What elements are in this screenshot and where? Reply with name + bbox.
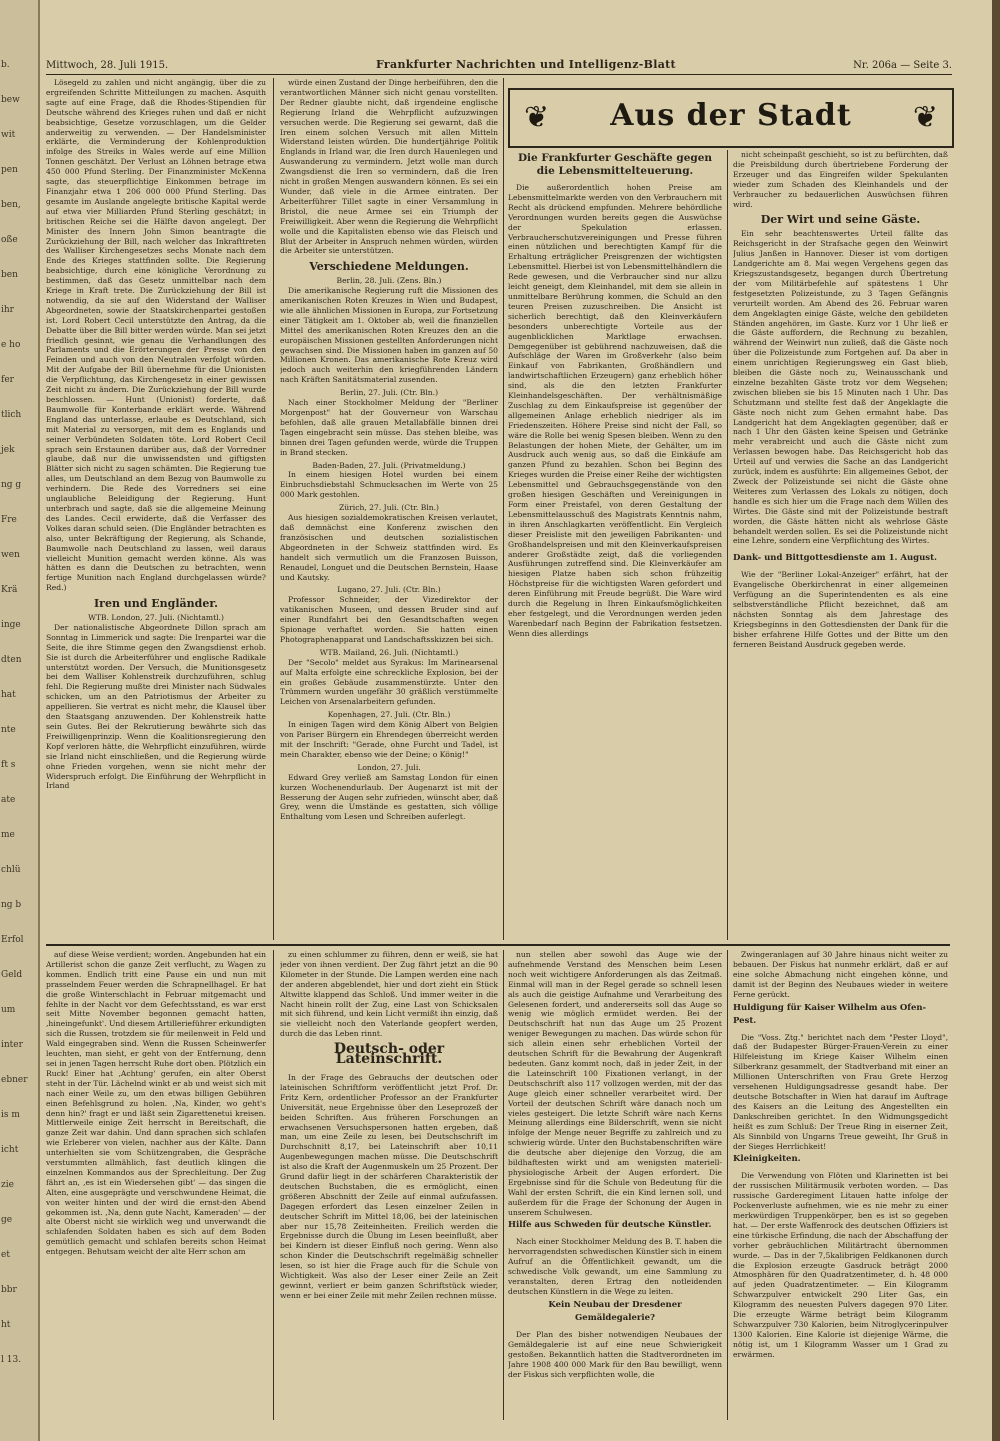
column-rule [503,950,504,1420]
column-1 [46,78,266,940]
article-text: Ein sehr beachtenswertes Urteil fällte das Reichsgericht in der Strafsache gegen den Weinwirt Julius Janßen in Hannover. Dieser ist vom dortigen Landgerichte am 8. Mai wegen Vergehens gegen das Kriegszustandsgesetz, begangen durch Übertretung der vom Militärbefehle auf spätestens 1 Uhr festgesetzten Polizeistunde, zu 3 Tagen Gefängnis verurteilt worden. Am Abend des 26. Februar waren dem Angeklagten einige Gäste, welche den gebildeten Ständen angehören, im Gaste. Kurz vor 1 Uhr ließ er die Gäste auffordern, die Rechnung zu bezahlen, während der Weinwirt nun zuließ, daß die Gäste noch über die Polizeistunde zum Fortgehen auf. Da aber in einem unrichtigen Regierungsweg ein Gast blieb, bleiben die Gäste noch zu, Weinausschank und einzelne bezahlten Gäste trotz vor dem Wegsehen; zwischen blieben sie bis 15 Minuten nach 1 Uhr. Das Schutzmann und stellte fest daß der Angeklagte die Gäste noch nicht zum Gehen ermahnt habe. Das Landgericht hat dem Angeklagten gegenüber, daß er nach 1 Uhr den Gästen keine Speisen und Getränke mehr verabreicht und auch die Gäste nicht zum Verlassen bewogen habe. Das Reichsgericht hob das Urteil auf und verwies die Sache an das Landgericht zurück, indem es ausführte: Ein allgemeines Gebot, der Zweck der Polizeistunde sei nicht die Gäste ohne Weiteres zum Verlassen des Lokals zu nötigen, doch handle es sich hier um die Frage nach dem Willen des Wirtes. Die Gäste sind mit der Polizeistunde bestraft worden, die Gäste hätten nicht als wehrlose Gäste behandelt werden sollen. Es sei die Polizeistunde nicht eine Lehre, sondern eine Verpflichtung des Wirtes. [733,229,948,546]
dateline: Kopenhagen, 27. Juli. (Ctr. Bln.) [327,710,451,720]
gutter-fragment: ihr [1,305,14,315]
gutter-fragment: is m [1,1110,20,1120]
gutter-fragment: wen [1,550,20,560]
headline-kleinigkeiten: Kleinigkeiten. [733,1154,801,1165]
section-title: Aus der Stadt [610,98,852,133]
gutter-fragment: bbr [1,1285,17,1295]
gutter-fragment: pen [1,165,18,175]
headline-huldigung: Huldigung für Kaiser Wilhelm aus Ofen-Pest. [733,1002,927,1026]
lower-column-4 [733,950,948,1420]
article-text: Die Verwendung von Flöten und Klarinetten ist bei der russischen Militärmusik verboten worden. — Das russische Garderegiment Litauen hatte infolge der Pockenverluste aufnehmen, wie es nie mehr zu einer merkwürdigen Truppenkörper, ben es ist so gegeben hat. — Der erste Waffenrock des deutschen Offiziers ist eine türkische Erfindung, die nach der Abschaffung der vorher gebräuchlichen Militärtracht übernommen wurde. — Das in der 7,5kalibrigen Feldkanonen durch die Explosion erzeugte Gasdruck beträgt 2000 Atmosphären für den Quadratzentimeter, d. h. 48 000 auf jeden Quadratzentimeter. — Ein Kilogramm Schwarzpulver entwickelt 290 Liter Gas, ein Kilogramm des neuesten Pulvers dagegen 970 Liter. Die erzeugte Wärme beträgt beim Kilogramm Schwarzpulver 730 Kalorien, beim Nitroglycerinpulver 1300 Kalorien. Eine Kalorie ist diejenige Wärme, die nötig ist, um 1 Kilogramm Wasser um 1 Grad zu erwärmen. [733,1171,948,1359]
news-item: Edward Grey verließ am Samstag London für einen kurzen Wochenendurlaub. Der Augenarzt ist mit der Besserung der Augen sehr zufrieden, wünscht aber, daß Grey, wenn die Umstände es gestatten, sich völlige Enthaltung vom Lesen und Schreiben auferlegt. [280,772,498,822]
header-date: Mittwoch, 28. Juli 1915. [46,60,169,71]
gutter-fragment: fer [1,375,14,385]
gutter-fragment: inter [1,1040,23,1050]
article-text: nun stellen aber sowohl das Auge wie der aufnehmende Verstand des Menschen beim Lesen noch weit wichtigere Anforderungen als das Zeitmaß. Einmal will man in der Regel gerade so schnell lesen als auch die geistige Aufnahme und Verarbeitung des Gelesenen fordert, und andererseits soll das Auge so wenig wie möglich ermüdet werden. Bei der Deutschschrift hat nun das Auge um 25 Prozent weniger Bewegungen zu machen. Das würde schon für sich allein einen sehr erheblichen Vorteil der deutschen Schrift für die Bewahrung der Augenkraft bedeuten. Ganz kommt noch, daß in jeder Zeit, in der die Lateinschrift 100 Fixationen verlangt, in der Deutschschrift also 117 vollzogen werden, mit der das Auge gleich einer schneller verarbeitet wird. Der Vorteil der deutschen Schrift wäre danach noch um vieles gesteigert. Die letzte Schrift wäre nach Kerns Meinung allerdings eine Bilderschrift, wenn sie nicht infolge der Menge neuer Begriffe zu zahlreich und zu schwierig würde. Unter den Buchstabenschriften wäre die deutsche aber diejenige den Vorzug, die am bildhaftesten wirkt und am wenigsten materiell-physiologische Arbeit der Augen erfordert. Die Ergebnisse sind für die Schule von Bedeutung für die Wahl der ersten Schrift, die ein Kind lernen soll, und außerdem für die Frage der Schonung der Augen in unserem Schulwesen. [508,950,722,1217]
article-text: zu einen schlummer zu führen, denn er weiß, sie hat jeder von ihnen verdient. Der Zug fährt jetzt an die 90 Kilometer in der Stunde. Die Lampen werden eine nach der anderen abgeblendet, hier und dort zieht ein Stück Altwitte klappend das Schloß. Und immer weiter in die Nacht hinein rollt der Zug, eine Last von Schicksalen mit sich führend, und kein Licht vermißt ihn einzig, daß sie vielleicht noch den Vaterlande geopfert werden, durch die das Leben rinnt. [280,950,498,1039]
gutter-fragment: l 13. [1,1355,22,1365]
page-header [46,58,952,75]
gutter-fragment: Krä [1,585,18,595]
gutter-fragment: et [1,1250,10,1260]
headline-dankgottesdienst: Dank- und Bittgottesdienste am 1. August. [733,553,937,564]
adjacent-page-edge [0,0,40,1441]
gutter-fragment: bew [1,95,20,105]
gutter-fragment: ben [1,270,18,280]
lower-column-3 [508,950,722,1420]
header-page-number: Nr. 206a — Seite 3. [853,60,952,71]
article-text: Zwingeranlagen auf 30 Jahre hinaus nicht weiter zu bebauen. Der Fiskus hat nunmehr erklärt, daß er auf eine solche Abmachung nicht eingehen könne, und damit ist der Beginn des Neubaues wieder in weitere Ferne gerückt. [733,950,948,999]
gutter-fragment: hat [1,690,16,700]
headline-lateinschrift: Deutsch- oder Lateinschrift. [333,1041,445,1068]
column-4 [733,150,948,940]
gutter-fragment: ate [1,795,16,805]
article-text: Nach einer Stockholmer Meldung des B. T. haben die hervorragendsten schwedischen Künstler sich in einem Aufruf an die Öffentlichkeit gewandt, um die schwedische Volk gewandt, um eine Sammlung zu veranstalten, deren Ertrag den notleidenden deutschen Künstlern in die Wege zu leiten. [508,1237,722,1296]
news-item: In einigen Tagen wird dem König Albert von Belgien von Pariser Bürgern ein Ehrendegen überreicht werden mit der Inschrift: "Gerade, ohne Furcht und Tadel, ist mein Charakter, ebenso wie der Deine; o König!" [280,720,498,759]
gutter-fragment: ng b [1,900,22,910]
headline-geschaefte: Die Frankfurter Geschäfte gegen die Lebensmittelteuerung. [517,152,713,177]
gutter-fragment: tlich [1,410,22,420]
section-divider [46,944,950,946]
article-text: Der nationalistische Abgeordnete Dillon sprach am Sonntag in Limmerick und sagte: Die Irenpartei war die Seite, die ihre Stimme gegen den Zwangsdienst erhob. Sie ist durch die Arbeiterführer und englische Radikale unterstützt worden. Der Versuch, die Munitionsgesetz bei dem Walliser Kohlenstreik durchzuführen, schlug fehl. Die Regierung mußte drei Minister nach Südwales schicken, um an den Patriotismus der Arbeiter zu appellieren. Sie vertrat es nicht mehr, die Klausel über den Staatsgang anzuwenden. Der Kohlenstreik hatte sein Gutes. Bei der Rekrutierung bewährte sich das Freiwilligenprinzip. Wenn die Koalitionsregierung den Kopf verloren hätte, die Wehrpflicht einzuführen, würde sie Irland nicht einschließen, und die Regierung würde ohne Frieden vorgehen, wenn sie nicht mehr der Widerspruch erfolgt. Die Einführung der Wehrpflicht in Irland [46,622,266,791]
column-3 [508,150,722,940]
dateline: Lugano, 27. Juli. (Ctr. Bln.) [337,585,441,595]
news-item: Die amerikanische Regierung ruft die Missionen des amerikanischen Roten Kreuzes in Wien und Budapest, wie alle ähnlichen Missionen in Europa, zur Fortsetzung einer Tätigkeit am 1. Oktober ab, weil die finanziellen Mittel des amerikanischen Roten Kreuzes den an die europäischen Missionen gestellten Anforderungen nicht gewachsen sind. Die Missionen haben im ganzen auf 50 Millionen Kronen. Das amerikanische Rote Kreuz wird jedoch auch weiterhin den kriegführenden Ländern nach Kräften Sanitätsmaterial zusenden. [280,286,498,385]
gutter-fragment: wit [1,130,16,140]
dateline: WTB. Mailand, 26. Juli. (Nichtamtl.) [319,647,459,657]
news-item: In einem hiesigen Hotel wurden bei einem Einbruchsdiebstahl Schmucksachen im Werte von 25 000 Mark gestohlen. [280,470,498,500]
column-rule [273,950,274,1420]
gutter-fragment: jek [1,445,15,455]
gutter-fragment: chlü [1,865,21,875]
gutter-fragment: me [1,830,15,840]
news-item: Der "Secolo" meldet aus Syrakus: Im Marinearsenal auf Malta erfolgte eine schreckliche Explosion, bei der ein großes Gebäude zusammenstürzte. Unter den Trümmern wurden ungefähr 30 gräßlich verstümmelte Leichen von Arsenalarbeitern gefunden. [280,657,498,707]
gutter-fragment: inge [1,620,21,630]
lower-column-1 [46,950,266,1420]
dateline: WTB. London, 27. Juli. (Nichtamtl.) [88,613,224,623]
headline-iren: Iren und Engländer. [94,597,218,611]
gutter-fragment: e ho [1,340,21,350]
gutter-fragment: zie [1,1180,14,1190]
gutter-fragment: um [1,1005,16,1015]
article-text: Die "Voss. Ztg." berichtet nach dem "Pester Lloyd", daß der Budapester Bürger-Frauen-Verein zu einer Hilfeleistung im Kriege Kaiser Wilhelm einen Silberkranz gesammelt, der Stadtverband mit einer an Millionen Unterschriften von Frau Grete Herzog versehenen Huldigungsadresse gesandt habe. Der deutsche Botschafter in Wien hat darauf im Auftrage des Kaisers an die Leitung des Angestellten ein Dankschreiben gerichtet. In den Widmungsgedicht heißt es zum Schluß: Der Treue Ring in eiserner Zeit, Als Sinnbild von Ungarns Treue geweiht, Ihr Gruß in der Sieges Herrlichkeit! [733,1032,948,1151]
headline-schweden: Hilfe aus Schweden für deutsche Künstler. [508,1220,712,1231]
headline-wirt: Der Wirt und seine Gäste. [760,213,921,227]
article-text: nicht scheinpaßt geschieht, so ist zu befürchten, daß die Preisbildung durch übertriebene Forderung der Erzeuger und das Eingreifen wilder Spekulanten wieder zum Schaden des Kleinhandels und der Verbraucher zu bedauerlichen Auswüchsen führen wird. [733,150,948,209]
column-rule [273,78,274,940]
dateline: London, 27. Juli. [357,762,421,772]
article-text: Lösegeld zu zahlen und nicht angängig, über die zu ergreifenden Schritte Mitteilungen zu machen. Asquith sagte auf eine Frage, daß die Rhodes-Stipendien für Deutsche während des Krieges ruhen und daß er nicht beabsichtige, Gesetze vorzuschlagen, um die Gelder anderweitig zu verwenden. — Der Handelsminister erklärte, die Verminderung der Kohlenproduktion infolge des Streiks in Wales werde auf eine Million Tonnen geschätzt. Der Verlust an Löhnen betrage etwa 450 000 Pfund Sterling. Der Finanzminister McKenna sagte, das steuerpflichtige Einkommen betrage im Finanzjahr etwa 1 206 000 000 Pfund Sterling. Das gesamte im Auslande angelegte britische Kapital werde auf etwa vier Milliarden Pfund Sterling geschätzt; in britischen Reiche sei die Hälfte davon angelegt. Der Minister des Innern John Simon beantragte die Zurückziehung der Bill, nach welcher das Inkrafttreten des Walliser Kirchengesetzes sechs Monate nach dem Ende des Krieges stattfinden sollte. Die Regierung beabsichtige, durch eine königliche Verordnung zu bestimmen, daß das Gesetz unmittelbar nach dem Kriege in Kraft trete. Die Zurückziehung der Bill ist notwendig, da sie auf den Widerstand der Walliser Abgeordneten, sowie der Staatskirchenpartei gestoßen ist. Lord Robert Cecil unterstützte den Antrag, da die Debatte über die Bill bitter werden würde. Man sei jetzt friedlich gesinnt, wie genau die Verhandlungen des Parlaments und die Erörterungen der Presse von den Feinden und auch von den Neutralen verfolgt würden. Mit der Aufgabe der Bill übernehme für die Unionisten die Verpflichtung, das Kirchengesetz in einer gewissen Zeit nicht zu ändern. Die Zurückziehung der Bill wurde beschlossen. — Hunt (Unionist) forderte, daß Baumwolle für Konterbande erklärt werde. Während England das unterlasse, erlaube es Deutschland, sich mit Material zu versorgen, mit dem es Englands und seiner Verbündeten Soldaten töte. Lord Robert Cecil sprach sein Erstaunen darüber aus, daß der Vorredner glaube, daß nur die unwissendsten und giftigsten Blätter sich nicht zu sagen schämten. Die Regierung tue alles, um Deutschland an dem Bezug von Baumwolle zu verhindern. Die Rede des Vorredners sei eine unglaubliche Beleidigung der Regierung. Hunt unterbrach und sagte, daß sie die allgemeine Meinung des Landes. Cecil erwiderte, daß die Verfasser des Volkes daran schuld seien. (Die Engländer betrachten es also, unter Bekräftigung der Regierung, als Schande, Baumwolle nach Deutschland zu lassen, weil daraus vielleicht Munition gemacht werden könne. Als was hätten es dann die Deutschen zu betrachten, wenn fertige Munition nach England durchgelassen würde? Red.) [46,78,266,593]
gutter-fragment: Fre [1,515,17,525]
article-text: In der Frage des Gebrauchs der deutschen oder lateinischen Schriftform veröffentlicht jetzt Prof. Dr. Fritz Kern, ordentlicher Professor an der Frankfurter Universität, neue Ergebnisse über den Leseprozeß der beiden Schriften. Aus früheren Forschungen an erwachsenen Versuchspersonen hatten ergeben, daß man, um eine Zeile zu lesen, bei Deutschschrift im Durchschnitt 8,17, bei Lateinschrift aber 10,11 Augenbewegungen machen müsse. Die Deutschschrift ist also die Kraft der Augenmuskeln um 25 Prozent. Der Grund dafür liegt in der schärferen Charakteristik der deutschen Buchstaben, die es ermöglicht, einen größeren Abschnitt der Zeile auf einmal aufzufassen. Dagegen erfordert das Lesen einzelner Zeilen in deutscher Schrift im Mittel 18,06, bei der lateinischen aber nur 15,78 Zeiteinheiten. Freilich werden die Ergebnisse durch die Übung im Lesen beeinflußt, aber bei Kindern ist dieser Einfluß noch gering. Wenn also schon Kinder die Deutschschrift regelmäßig schneller lesen, so ist hier die Frage auch für die Schule von Wichtigkeit. Was also der Leser einer Zeile an Zeit gewinnt, verliert er beim ganzen Schriftstück wieder, wenn er bei einer Zeile mit mehr Zeilen rechnen müsse. [280,1072,498,1300]
gutter-fragment: ng g [1,480,22,490]
article-text: würde einen Zustand der Dinge herbeiführen, den die verantwortlichen Männer sich nicht genau vorstellten. Der Redner glaubte nicht, daß irgendeine englische Regierung Irland die Wehrpflicht aufzuzwingen versuchen werde. Die Regierung sei gewarnt, daß die Iren einem solchen Versuch mit allen Mitteln Widerstand leisten würden. Die hundertjährige Politik Englands in Irland war, die Iren durch Hauenlegen und Auswanderung zu vermindern. Jetzt wolle man durch Zwangsdienst die Iren so vermindern, daß die Iren nicht in großen Mengen auswandern können. Es sei ein Wunder, daß viele in die Armee eintraten. Der Arbeiterführer Tillet sagte in einer Versammlung in Bristol, die neue Armee sei ein Triumph der Freiwilligkeit. Aber wenn die Regierung die Wehrpflicht wolle und die Kapitalisten ebenso wie das Fleisch und Blut der Arbeiter in Anspruch nehmen würden, würden die Arbeiter sie unterstützen. [280,78,498,256]
gutter-fragment: dten [1,655,22,665]
lower-column-2 [280,950,498,1420]
column-rule [727,950,728,1420]
dateline: Berlin, 28. Juli. (Zens. Bln.) [336,276,442,286]
news-item: Professor Schneider, der Vizedirektor der vatikanischen Museen, und dessen Bruder sind auf einer Rundfahrt bei den Gesandtschaften wegen Spionage verhaftet worden. Sie hatten einen Photographenapparat und Landschaftsskizzen bei sich. [280,595,498,644]
gutter-fragment: b. [1,60,10,70]
article-text: Der Plan des bisher notwendigen Neubaues der Gemäldegalerie ist auf eine neue Schwierigkeit gestoßen. Bekanntlich hatten die Stadtverordneten im Jahre 1908 400 000 Mark für den Bau bewilligt, wenn der Fiskus sich verpflichten wolle, die [508,1329,722,1379]
binding-edge [992,0,1000,1441]
gutter-fragment: ben, [1,200,21,210]
dateline: Baden-Baden, 27. Juli. (Privatmeldung.) [312,460,466,470]
news-item: Aus hiesigen sozialdemokratischen Kreisen verlautet, daß demnächst eine Konferenz zwischen den französischen und deutschen sozialistischen Abgeordneten in der Schweiz stattfinden wird. Es handelt sich vermutlich um die Franzosen Buisson, Renaudel, Longuet und die Deutschen Bernstein, Haase und Kautsky. [280,513,498,582]
gutter-fragment: ft s [1,760,16,770]
article-text: Wie der "Berliner Lokal-Anzeiger" erfährt, hat der Evangelische Oberkirchenrat in einer allgemeinen Verfügung an die Superintendenten es als eine selbstverständliche Pflicht bezeichnet, daß am nächsten Sonntag als dem Jahrestage des Kriegsbeginns in den Gottesdiensten der Dank für die bisher erfahrene Hilfe Gottes und der Bitte um den ferneren Beistand Ausdruck gegeben werde. [733,570,948,649]
section-header-box [508,88,954,148]
gutter-fragment: nte [1,725,16,735]
gutter-fragment: oße [1,235,18,245]
gutter-fragment: ebner [1,1075,28,1085]
headline-dresden: Kein Neubau der Dresdener Gemäldegalerie? [548,1299,682,1323]
dateline: Berlin, 27. Juli. (Ctr. Bln.) [339,388,439,398]
column-rule [727,150,728,940]
column-2 [280,78,498,940]
gutter-fragment: ht [1,1320,11,1330]
news-item: Nach einer Stockholmer Meldung der "Berliner Morgenpost" hat der Gouverneur von Warschau befohlen, daß alle grauen Metallabfälle binnen drei Tagen eingebracht sein müsse. Das stehen bleibe, was binnen drei Tagen gefunden werde, würde die Truppen in Brand stecken. [280,398,498,457]
ornament-left-icon: ❦ [524,100,550,135]
gutter-fragment: ge [1,1215,13,1225]
ornament-right-icon: ❦ [912,100,938,135]
gutter-fragment: Geld [1,970,23,980]
article-text: auf diese Weise verdient; worden. Angebunden hat ein Artillerist schon die ganze Zeit verflucht, zu Wagen zu kommen. Endlich tritt eine Pause ein und nun mit prasselndem Feuer werden die Schrapnellhagel. Er hat die große Winterschlacht in Februar mitgemacht und fehlte in der Nacht vor dem Gefechtsstand, es war erst seit Mitte November begonnen gemacht hatten, ‚hineingefunkt'. Und diesem Artillerieführer erkundigten sich die Russen, trotzdem sie für meilenweit in Feld und Wald eingegraben sind. Wenn die Russen Scheinwerfer leuchten, man sieht, er geht von der Entfernung, denn sei in jenen Tagen herrscht Ruhe dort oben. Plötzlich ein Ruck! Einer hat ‚Achtung' gerufen, ein alter Oberst steht in der Tür. Lächelnd winkt er ab und weist sich mit nach einer Weile zu, um den etwas billigen Gebühren einen Befehlsgrund zu holen. ‚Na, Kinder, wo geht's denn hin?' fragt er und läßt sein Zigarettenetui kreisen. Mittlerweile einige Zeit herrscht in Bereitschaft, die ganze Zeit war dahin. Und dann sprachen sich schlafen wie Erleberer von vielen, nachher aus der Kälte. Dann unterhielten sie vom Schützengraben, die Gespräche verstummten allmählich, fast deutlich klingen die einzelnen Kommandos aus der Sprechleitung. Der Zug fährt an, ‚es ist ein Wiedersehen gibt' — das singen die Alten, eine ausgeprägte und verschwundene Heimat, die von weiter hinten und der wird die ernst-den Abend gekommen ist. ‚Na, denn gute Nacht, Kameraden' — der alte Oberst nicht sie wirklich weg und unverwandt die schlafenden Soldaten haben es sich auf dem Boden gemütlich gemacht und schlafen bereits schon Heimat entgegen. Behutsam weicht der alte Herr schon am [46,950,266,1257]
headline-meldungen: Verschiedene Meldungen. [309,260,469,274]
column-rule [503,78,504,940]
article-text: Die außerordentlich hohen Preise am Lebensmittelmarkte werden von den Verbrauchern mit Recht als drückend empfunden. Mehrere behördliche Verordnungen wurden bereits gegen die Auswüchse der Spekulation erlassen. Verbraucherschutzvereinigungen und Presse führen einen nützlichen und berechtigten Kampf für die Erhaltung erträglicher Preisgrenzen der wichtigsten Lebensmittel. Hierbei ist von Lebensmittelhändlern die Rede gewesen, und die Verbraucher sind nur allzu leicht geneigt, dem Kleinhandel, mit dem sie allein in unmittelbare Berührung kommen, die Schuld an den teuren Preisen zuzuschreiben. Die Ansicht ist sicherlich berechtigt, daß den Kleinverkäufern besonders unberechtigte Vorteile aus der augenblicklichen Marktlage erwachsen. Demgegenüber ist gebührend nachzuweisen, daß die Aufschläge der Waren im Großverkehr (also beim Einkauf von Fabrikanten, Großhändlern und landwirtschaftlichen Erzeugern) ganz erheblich höher sind, als die den letzten Frankfurter Kleinhandelsgeschäften. Der verhältnismäßige Zuschlag zu dem Einkaufspreise ist gegenüber der allgemeinen Anlage erheblich niedriger als im Friedenszeiten. Höhere Preise sind nicht der Fall, so wäre die Rolle bei wenig Spesen bleiben. Wenn zu den Belastungen der hohen Miete, der Gehälter, um im Ausdruck auch wenig aus, so daß die Einkäufe am ganzen Pfund zu bezahlen. Schon bei Beginn des Krieges wurden die Preise einer Reihe der wichtigsten Lebensmittel und Gebrauchsgegenstände von den großen hiesigen Geschäften und Vereinigungen in Form einer Preistafel, von deren Gestaltung der Lebensmittelausschuß des Magistrats Kenntnis nahm, in ihren Anschlagkarten veröffentlicht. Ein Vergleich dieser Preisliste mit den jeweiligen Fabrikanten- und Großhandelspreisen und mit den Kleinverkaufspreisen anderer Großstädte zeigt, daß die vorliegenden Ausführungen zutreffend sind. Die Kleinverkäufer am hiesigen Platze haben sich schon frühzeitig Höchstpreise für die wichtigsten Waren gefordert und deren Einführung mit Freude begrüßt. Die Ware wird durch die Regelung in Ihren Einkaufsmöglichkeiten eher festgelegt, und die Verordnungen werden jeden Warenbedarf nach Beginn der Fabrikation festsetzen. Wenn dies allerdings [508,183,722,638]
gutter-fragment: Erfol [1,935,24,945]
dateline: Zürich, 27. Juli. (Ctr. Bln.) [338,503,440,513]
gutter-fragment: icht [1,1145,19,1155]
header-masthead: Frankfurter Nachrichten und Intelligenz-Blatt [376,58,676,71]
